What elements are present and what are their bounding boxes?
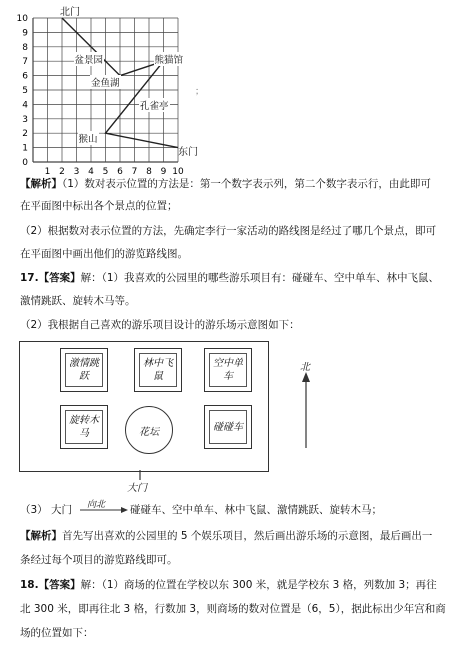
y-tick-label: 5 (22, 86, 28, 96)
x-tick-label: 1 (44, 167, 51, 177)
y-tick-label: 9 (22, 28, 28, 39)
answer-17-line-1: 17.【答案】解：（1）我喜欢的公园里的哪些游乐项目有：碰碰车、空中单车、林中飞鼠、 (20, 272, 440, 284)
place-label: 盆景园 (74, 52, 105, 66)
east-gate-label: 东门 (178, 147, 198, 158)
y-tick-label: 10 (16, 14, 28, 24)
y-tick-label: 1 (22, 143, 28, 154)
park-gate-label: 大门 (127, 483, 147, 494)
park-item-sky-bike: 空中单车 (204, 348, 252, 392)
analysis-line-1: 【解析】（1）数对表示位置的方法是：第一个数字表示列，第二个数字表示行，由此即可 (20, 178, 431, 190)
analysis-17-line-2: 条经过每个项目的游览路线即可。 (20, 554, 178, 566)
north-label: 北 (300, 362, 310, 373)
answer-18-line-3: 场的位置如下： (20, 627, 94, 639)
answer-17-route: 碰碰车、空中单车、林中飞鼠、激情跳跃、旋转木马； (130, 504, 382, 516)
park-item-flying-squirrel: 林中飞鼠 (134, 348, 182, 392)
route-arrow-head (121, 507, 128, 513)
north-arrow-head (302, 372, 310, 382)
park-item-jumping: 激情跳跃 (60, 348, 108, 392)
analysis-line-3: （2）根据数对表示位置的方法，先确定李行一家活动的路线图是经过了哪几个景点，即可 (20, 225, 437, 237)
x-tick-label: 6 (117, 167, 123, 177)
y-tick-label: 0 (22, 158, 28, 168)
park-item-flowerbed: 花坛 (125, 406, 173, 454)
y-tick-label: 8 (22, 42, 28, 53)
answer-17-line-3: （2）我根据自己喜欢的游乐项目设计的游乐场示意图如下： (20, 319, 300, 331)
x-tick-label: 4 (88, 167, 94, 177)
x-tick-label: 9 (160, 167, 167, 177)
stray-mark: ； (195, 87, 205, 97)
y-tick-label: 2 (22, 129, 28, 140)
place-label: 熊猫馆 (154, 52, 185, 66)
analysis-17-line-1: 【解析】首先写出喜欢的公园里的 5 个娱乐项目，然后画出游乐场的示意图，最后画出一 (20, 530, 433, 542)
analysis-line-4: 在平面图中画出他们的游览路线图。 (20, 248, 188, 260)
analysis-line-2: 在平面图中标出各个景点的位置； (20, 200, 178, 212)
answer-17-line-4: （3） 大门 (20, 504, 73, 516)
answer-18-line-2: 北 300 米，即再往北 3 格，行数加 3，则商场的数对位置是（6，5），据此标出少年宫和商 (20, 603, 446, 615)
y-tick-label: 7 (22, 57, 28, 68)
x-tick-label: 2 (59, 167, 65, 177)
x-tick-label: 5 (102, 167, 109, 177)
answer-17-line-2: 激情跳跃、旋转木马等。 (20, 295, 136, 307)
north-gate-label: 北门 (60, 7, 80, 18)
x-tick-label: 8 (146, 167, 152, 177)
place-label: 猴山 (78, 131, 99, 145)
park-item-bumper-car: 碰碰车 (204, 405, 252, 449)
x-tick-label: 3 (73, 167, 80, 177)
y-tick-label: 4 (22, 100, 28, 111)
place-label: 金鱼湖 (90, 75, 121, 89)
x-tick-label: 10 (172, 167, 184, 177)
y-tick-label: 6 (22, 71, 28, 82)
park-item-carousel: 旋转木马 (60, 405, 108, 449)
x-tick-label: 7 (131, 167, 138, 177)
answer-18-line-1: 18.【答案】解：（1）商场的位置在学校以东 300 米，就是学校东 3 格，列数加 3；再往 (20, 579, 437, 591)
route-arrow-label: 向北 (87, 500, 106, 510)
y-tick-label: 3 (22, 114, 28, 125)
place-label: 孔雀亭 (139, 98, 170, 112)
